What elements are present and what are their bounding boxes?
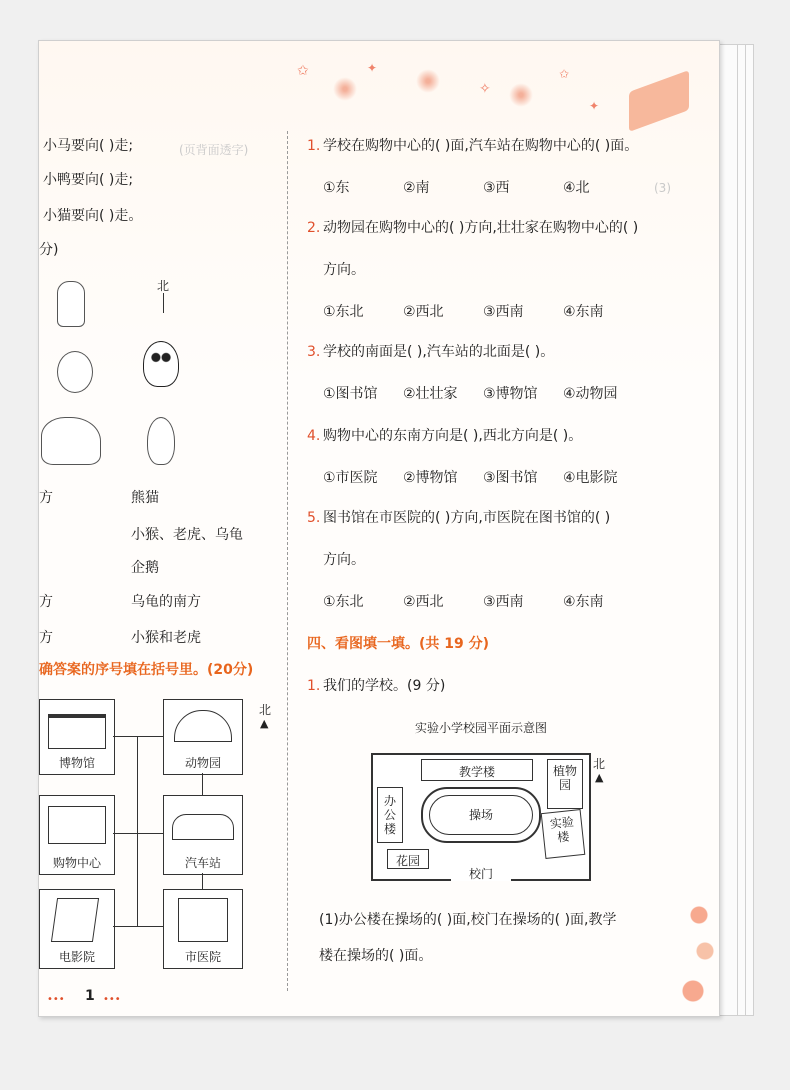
question-5-number: 5.	[307, 510, 321, 526]
school-gate	[451, 865, 511, 881]
flower-decoration	[679, 901, 719, 1011]
option: ④电影院	[563, 470, 618, 486]
lab-label: 实验楼	[549, 814, 575, 845]
question-2-text: 动物园在购物中心的( )方向,壮壮家在购物中心的( )	[323, 220, 639, 236]
hospital-label: 市医院	[184, 950, 221, 964]
north-arrow-icon	[163, 293, 164, 313]
star-icon: ✦	[589, 99, 600, 113]
table-row-left: 方	[39, 630, 53, 646]
monkey-illustration	[57, 351, 93, 393]
hospital-box	[163, 889, 243, 969]
option: ①市医院	[323, 470, 378, 486]
campus-map	[371, 753, 591, 881]
sub-question-text: 我们的学校。(9 分)	[323, 678, 446, 694]
bus-station-label: 汽车站	[184, 856, 221, 870]
option: ④北	[563, 180, 590, 196]
option: ①东北	[323, 304, 364, 320]
bus-station-box	[163, 795, 243, 875]
page-number: 1	[85, 988, 95, 1004]
museum-label: 博物馆	[58, 756, 95, 770]
option: ②南	[403, 180, 430, 196]
zoo-label: 动物园	[184, 756, 221, 770]
page-dots: •••	[47, 994, 65, 1005]
map-north-label: 北	[259, 703, 272, 717]
garden-label: 花园	[395, 854, 420, 868]
museum-box	[39, 699, 115, 775]
lab-building	[541, 809, 586, 859]
panda-illustration	[143, 341, 179, 387]
cinema-label: 电影院	[58, 950, 95, 964]
question-1-text: 学校在购物中心的( )面,汽车站在购物中心的( )面。	[323, 138, 639, 154]
road-line	[113, 926, 163, 927]
option: ④动物园	[563, 386, 618, 402]
star-icon: ✩	[559, 67, 570, 81]
option: ③西	[483, 180, 510, 196]
road-line	[113, 736, 163, 737]
mall-label: 购物中心	[52, 856, 101, 870]
section-4-title: 四、看图填一填。(共 19 分)	[307, 636, 490, 652]
option: ②西北	[403, 594, 444, 610]
sub-question-number: 1.	[307, 678, 321, 694]
table-row-right: 小猴和老虎	[131, 630, 201, 646]
firework-icon	[331, 75, 359, 103]
table-row-right: 小猴、老虎、乌龟	[131, 527, 243, 543]
garden	[387, 849, 429, 869]
question-3-number: 3.	[307, 344, 321, 360]
mall-box	[39, 795, 115, 875]
office-label: 办公楼	[383, 794, 396, 836]
star-icon: ✧	[479, 81, 491, 97]
north-arrow-icon: ▲	[260, 717, 269, 730]
road-line	[202, 773, 203, 795]
page-dots: •••	[103, 994, 121, 1005]
road-line	[113, 833, 163, 834]
horse-illustration	[57, 281, 85, 327]
option: ③图书馆	[483, 470, 538, 486]
section-heading: 确答案的序号填在括号里。(20分)	[39, 662, 254, 678]
star-icon: ✩	[297, 63, 309, 79]
road-line	[202, 873, 203, 889]
left-line-2: 小鸭要向( )走;	[43, 172, 134, 188]
option: ②博物馆	[403, 470, 458, 486]
fill-line-2: 楼在操场的( )面。	[319, 948, 433, 964]
north-label: 北	[157, 279, 170, 293]
botanic-garden	[547, 759, 583, 809]
penguin-illustration	[147, 417, 175, 465]
office-building	[377, 787, 403, 843]
table-row-right: 熊猫	[131, 490, 159, 506]
north-arrow-icon: ▲	[595, 771, 604, 784]
question-2-number: 2.	[307, 220, 321, 236]
column-divider	[287, 131, 288, 991]
firework-icon	[507, 81, 535, 109]
question-4-text: 购物中心的东南方向是( ),西北方向是( )。	[323, 428, 583, 444]
left-line-4: 分)	[39, 242, 59, 258]
firework-icon	[414, 67, 442, 95]
star-icon: ✦	[367, 61, 378, 75]
ribbon-decoration	[629, 70, 689, 132]
table-row-left: 方	[39, 594, 53, 610]
question-5-text: 图书馆在市医院的( )方向,市医院在图书馆的( )	[323, 510, 611, 526]
fill-line-1: (1)办公楼在操场的( )面,校门在操场的( )面,教学	[319, 912, 617, 928]
question-3-text: 学校的南面是( ),汽车站的北面是( )。	[323, 344, 555, 360]
campus-north-label: 北	[593, 757, 606, 771]
option: ②壮壮家	[403, 386, 458, 402]
workbook-page: ✩ ✦ ✧ ✩ ✦ (页背面透字) (3) 小马要向( )走; 小鸭要向( )走; 小猫要向( )走。 分) 北 方 熊猫 小猴、老虎、乌龟 企鹅 方 乌龟的南方 方 小猴和老虎 确答案的序号填在括号里。(20分) 博物馆 动物园 北 ▲ 购物中心 汽车站 电影院 市医院 ••• 1 ••• 1. 学校在购物中心的( )面,汽车站在购物中心的( )面。 ①东 ②南 ③西 ④北 2. 动物园在购物中心的( )方向,壮壮家在购物中心的( ) 方向。 ①东北 ②西北 ③西南 ④东南 3. 学校的南面是( ),汽车站的北面是( )。 ①图书馆 ②壮壮家 ③博物馆 ④动物园 4. 购物中心的东南方向是( ),西北方向是( )。 ①市医院 ②博物馆 ③图书馆 ④电影院 5. 图书馆在市医院的( )方向,市医院在图书馆的( ) 方向。 ①东北 ②西北 ③西南 ④东南 四、看图填一填。(共 19 分) 1. 我们的学校。(9 分) 实验小学校园平面示意图 教学楼 植物园 办公楼 操场 实验楼 花园 校门 北 ▲ (1)办公楼在操场的( )面,校门在操场的( )面,教学 楼在操场的( )面。	[38, 40, 720, 1017]
question-4-number: 4.	[307, 428, 321, 444]
table-row-right: 乌龟的南方	[131, 594, 201, 610]
botanic-label: 植物园	[552, 764, 577, 792]
playground-track	[421, 787, 541, 843]
zoo-box	[163, 699, 243, 775]
table-row-right: 企鹅	[131, 560, 159, 576]
teaching-building	[421, 759, 533, 781]
gate-label: 校门	[468, 867, 493, 881]
option: ③西南	[483, 304, 524, 320]
option: ③西南	[483, 594, 524, 610]
left-line-1: 小马要向( )走;	[43, 138, 134, 154]
question-5-cont: 方向。	[323, 552, 365, 568]
left-line-3: 小猫要向( )走。	[43, 208, 143, 224]
table-row-left: 方	[39, 490, 53, 506]
cinema-box	[39, 889, 115, 969]
road-line	[137, 736, 138, 926]
option: ①东	[323, 180, 350, 196]
option: ①东北	[323, 594, 364, 610]
elephant-illustration	[41, 417, 101, 465]
option: ④东南	[563, 304, 604, 320]
question-1-number: 1.	[307, 138, 321, 154]
option: ②西北	[403, 304, 444, 320]
campus-map-title: 实验小学校园平面示意图	[415, 721, 548, 735]
question-2-cont: 方向。	[323, 262, 365, 278]
option: ④东南	[563, 594, 604, 610]
option: ①图书馆	[323, 386, 378, 402]
option: ③博物馆	[483, 386, 538, 402]
playground-label: 操场	[468, 808, 493, 822]
teaching-label: 教学楼	[458, 765, 495, 779]
